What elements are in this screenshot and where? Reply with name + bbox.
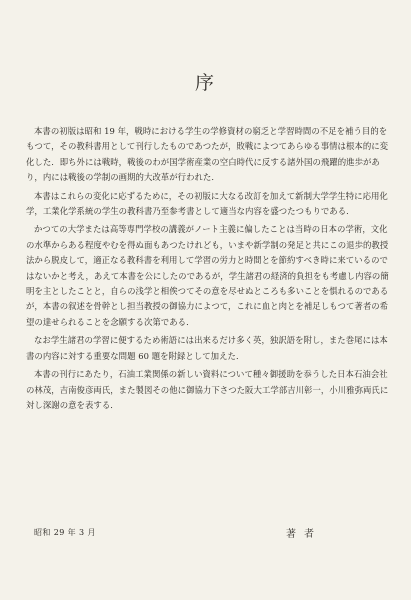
preface-date: 昭和 29 年 3 月	[34, 528, 96, 537]
paragraph-4: なお学生諸君の学習に便するため術語には出来るだけ多く英，独訳語を附し，また巻尾には本書の内容に対する重要な問題 60 題を附録として加えた．	[26, 335, 388, 361]
paragraph-1: 本書の初版は昭和 19 年，戦時における学生の学修資材の窮乏と学習時間の不足を補う目的をもつて，その教科書用として刊行したものであつたが，敗戦によつてあらゆる事情は根本的に変化した．即ち外には戦時，戦後のわが国学術産業の空白時代に反する諸外国の飛躍的進歩があり，内には戦後の学制の画期的大改革が行われた．	[26, 126, 389, 183]
paragraph-2: 本書はこれらの変化に応ずるために，その初版に大なる改訂を加えて新制大学学生特に応用化学，工業化学系統の学生の教科書乃至参考書として適当な内容を盛つたつもりである．	[26, 190, 388, 217]
preface-body	[26, 124, 390, 413]
preface-author: 著者	[286, 529, 322, 540]
preface-title: 序	[194, 72, 216, 94]
paragraph-3: かつての大学または高等専門学校の講義がノート主義に偏したことは当時の日本の学術，文化の水準からある程度やむを得ぬ面もあつたけれども，いまや新学制の発足と共にこの退歩的教授法から脱皮して，適正なる教科書を利用して学習の労力と時間とを節約すべき時に来ているのではないかと考え，あえて本書を公にしたのであるが，学生諸君の経済的負担をも考慮し内容の簡明を主としたことと，自らの浅学と相俟つてその意を尽せぬところも多いことを惧れるのであるが，本書の叙述を骨幹とし担当教授の御協力によつて，これに血と肉とを補足しもつて著者の希望の達せられることを念願する次第である．	[26, 224, 389, 327]
paragraph-5: 本書の刊行にあたり，石油工業関係の新しい資料について種々御援助を忝うした日本石油会社の林茂，吉南俊彦両氏，また製図その他に御協力下さつた阪大工学部吉川彰一，小川雅弥両氏に対し深謝の意を表する．	[26, 369, 389, 410]
